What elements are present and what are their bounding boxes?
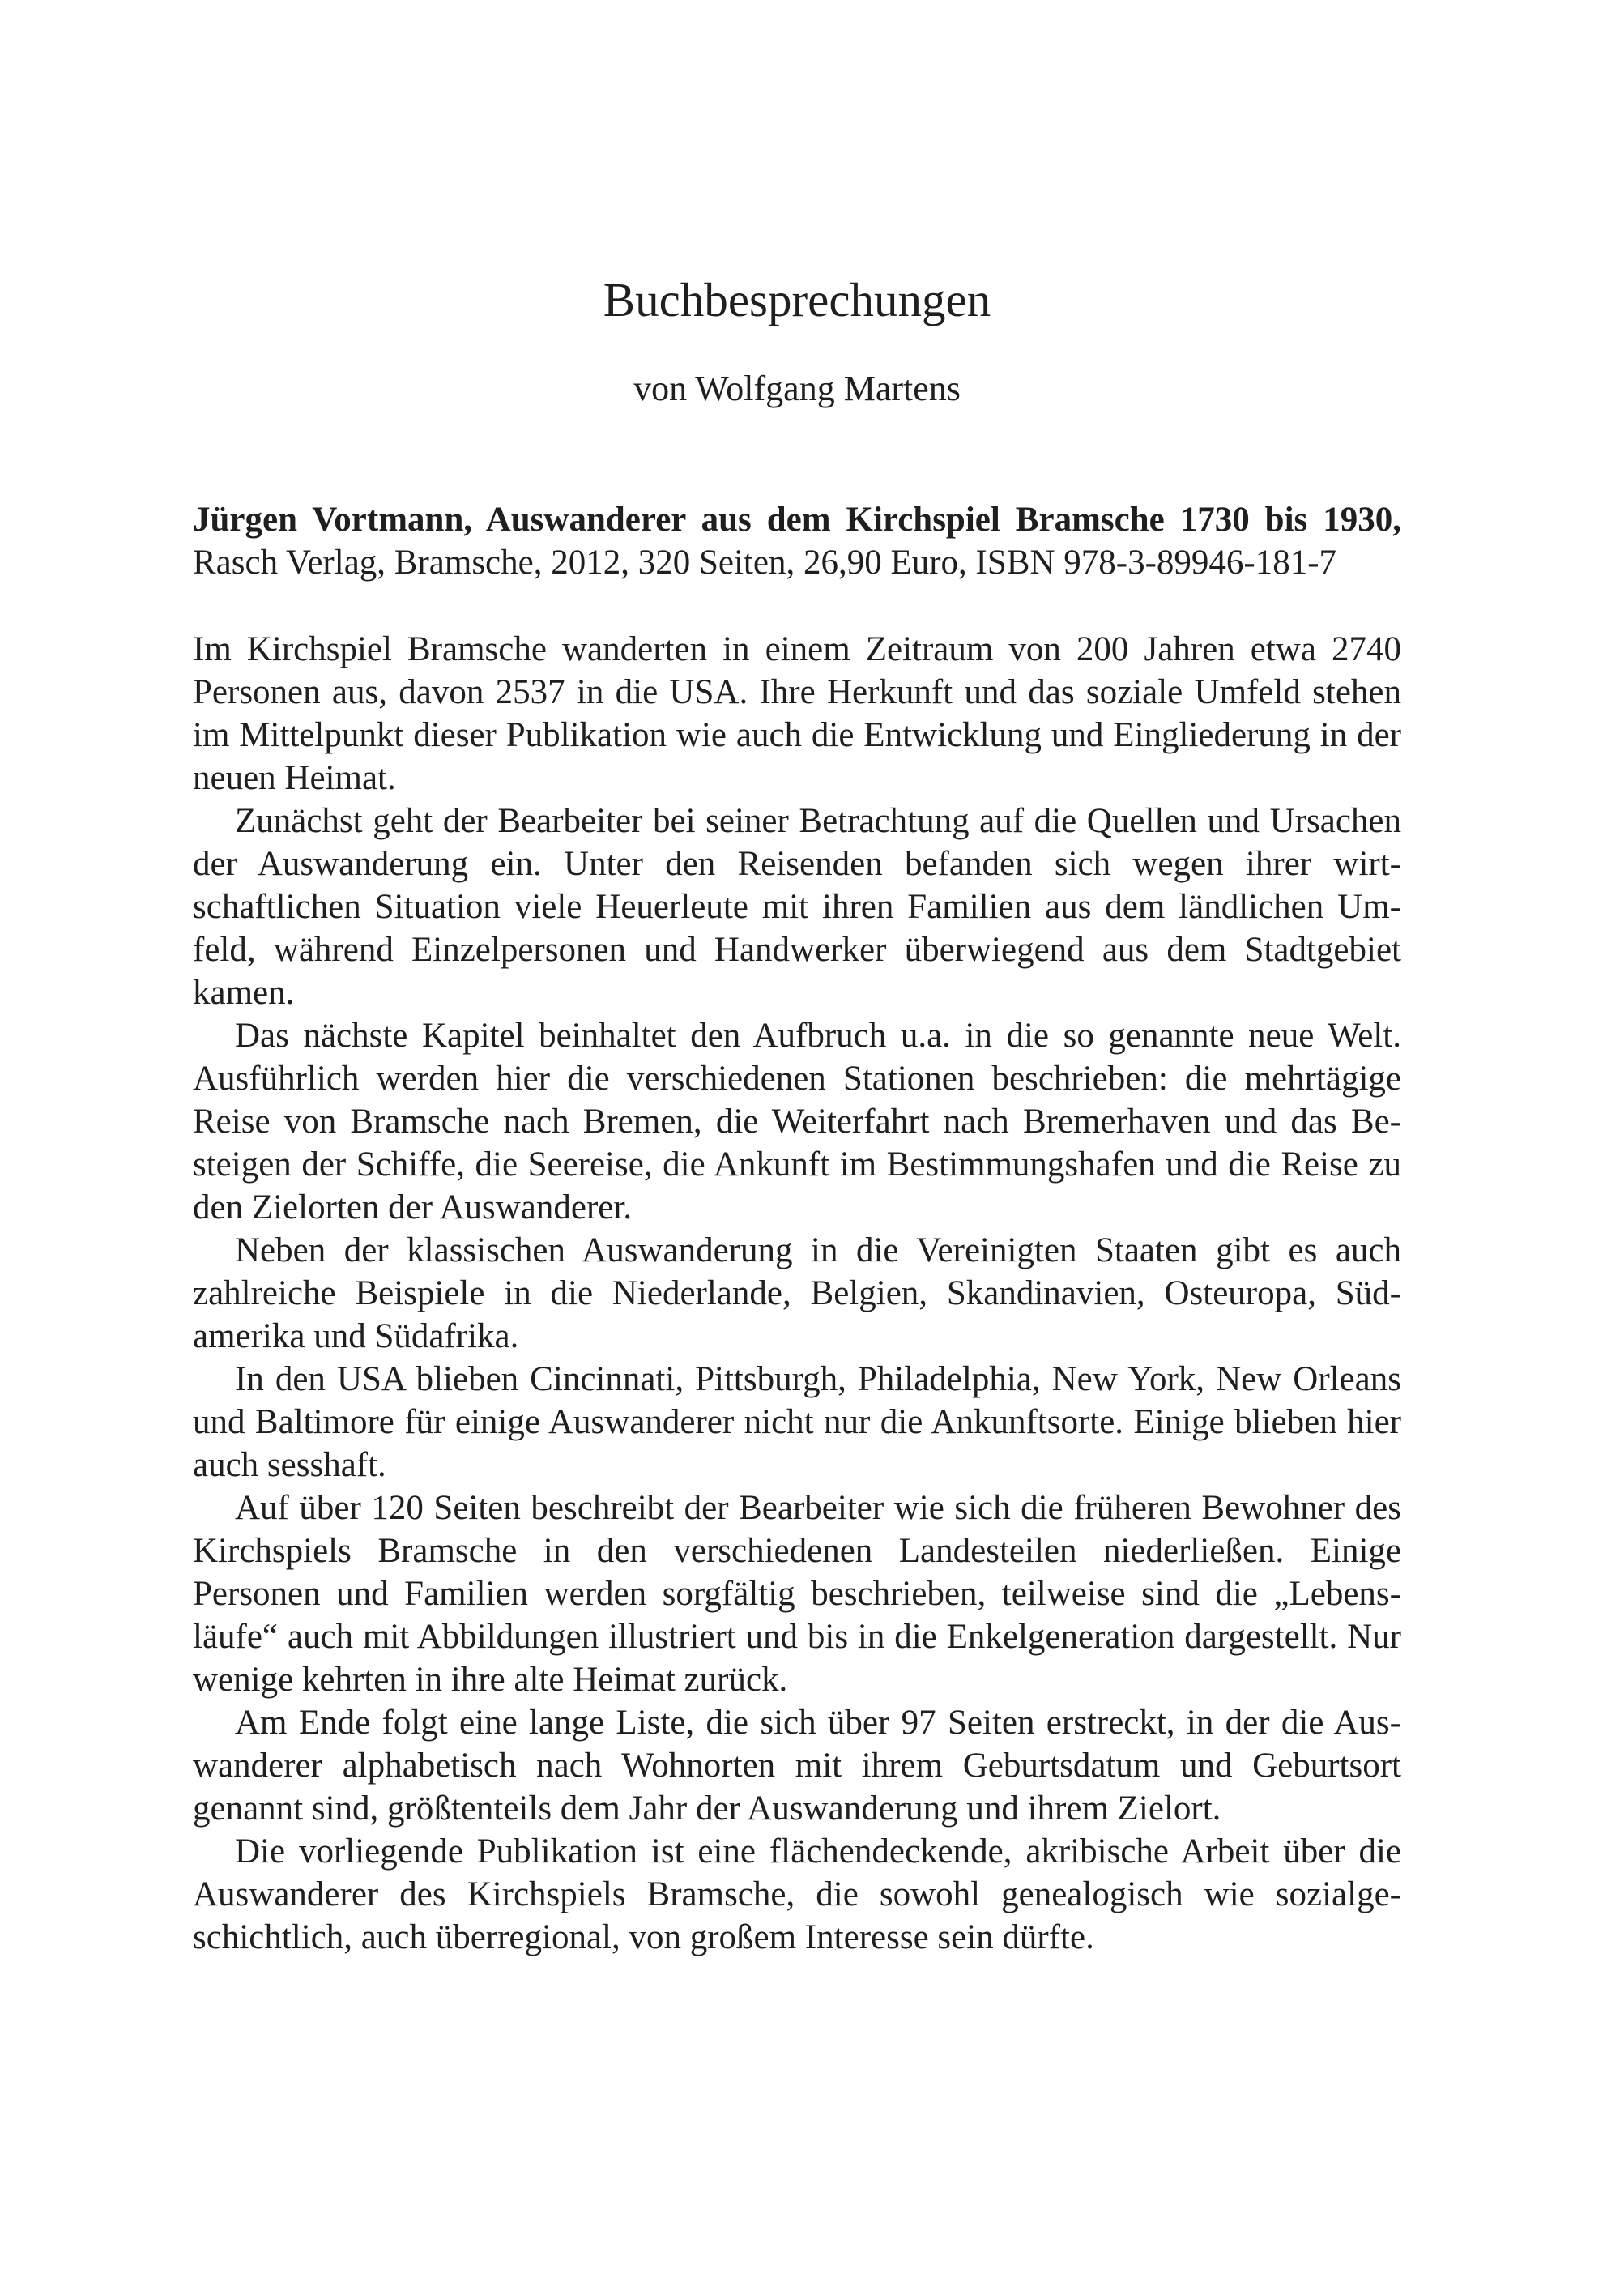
review-paragraph: Im Kirchspiel Bramsche wanderten in einem Zeitraum von 200 Jahren etwa 2740 Personen aus, davon 2537 in die USA. Ihre Herkunft und das soziale Umfeld stehen im Mittelpunkt dieser Publikation wie auch die Entwicklung und Eingliederung in der neuen Heimat. [193,630,1401,797]
citation-publication-details: Rasch Verlag, Bramsche, 2012, 320 Seiten, 26,90 Euro, ISBN 978-3-89946-181-7 [193,544,1337,582]
review-paragraph: Auf über 120 Seiten beschreibt der Bearbeiter wie sich die früheren Bewohner des Kirchspiels Bramsche in den verschiedenen Landesteilen niederließen. Einige Personen und Familien werden sorgfältig beschrieben, teilweise sind die „Lebensläufe“ auch mit Abbildungen illustriert und bis in die Enkelgeneration dargestellt. Nur wenige kehrten in ihre alte Heimat zurück. [193,1489,1401,1699]
review-paragraph: In den USA blieben Cincinnati, Pittsburgh, Philadelphia, New York, New Orleans und Baltimore für einige Auswanderer nicht nur die Ankunftsorte. Einige blieben hier auch sesshaft. [193,1360,1401,1484]
review-body [193,628,1401,1959]
review-author: von Wolfgang Martens [633,369,961,408]
book-citation [193,498,1401,584]
review-paragraph: Die vorliegende Publikation ist eine flächendeckende, akribische Arbeit über die Auswanderer des Kirchspiels Bramsche, die sowohl genealogisch wie sozialgeschichtlich, auch überregional, von großem Interesse sein dürfte. [193,1832,1401,1956]
review-paragraph: Neben der klassischen Auswanderung in die Vereinigten Staaten gibt es auch zahlreiche Beispiele in die Niederlande, Belgien, Skandinavien, Osteuropa, Südamerika und Südafrika. [193,1231,1401,1355]
review-paragraph: Am Ende folgt eine lange Liste, die sich über 97 Seiten erstreckt, in der die Auswanderer alphabetisch nach Wohnorten mit ihrem Geburtsdatum und Geburtsort genannt sind, größtenteils dem Jahr der Auswanderung und ihrem Zielort. [193,1704,1401,1828]
review-paragraph: Das nächste Kapitel beinhaltet den Aufbruch u.a. in die so genannte neue Welt. Ausführlich werden hier die verschiedenen Stationen beschrieben: die mehrtägige Reise von Bramsche nach Bremen, die Weiterfahrt nach Bremerhaven und das Besteigen der Schiffe, die Seereise, die Ankunft im Bestimmungshafen und die Reise zu den Zielorten der Auswanderer. [193,1017,1401,1226]
review-paragraph: Zunächst geht der Bearbeiter bei seiner Betrachtung auf die Quellen und Ursachen der Auswanderung ein. Unter den Reisenden befanden sich wegen ihrer wirtschaftlichen Situation viele Heuerleute mit ihren Familien aus dem ländlichen Umfeld, während Einzelpersonen und Handwerker überwiegend aus dem Stadtgebiet kamen. [193,802,1401,1012]
citation-author-title: Jürgen Vortmann, Auswanderer aus dem Kirchspiel Bramsche 1730 bis 1930, [193,501,1401,539]
page-title: Buchbesprechungen [603,273,991,326]
